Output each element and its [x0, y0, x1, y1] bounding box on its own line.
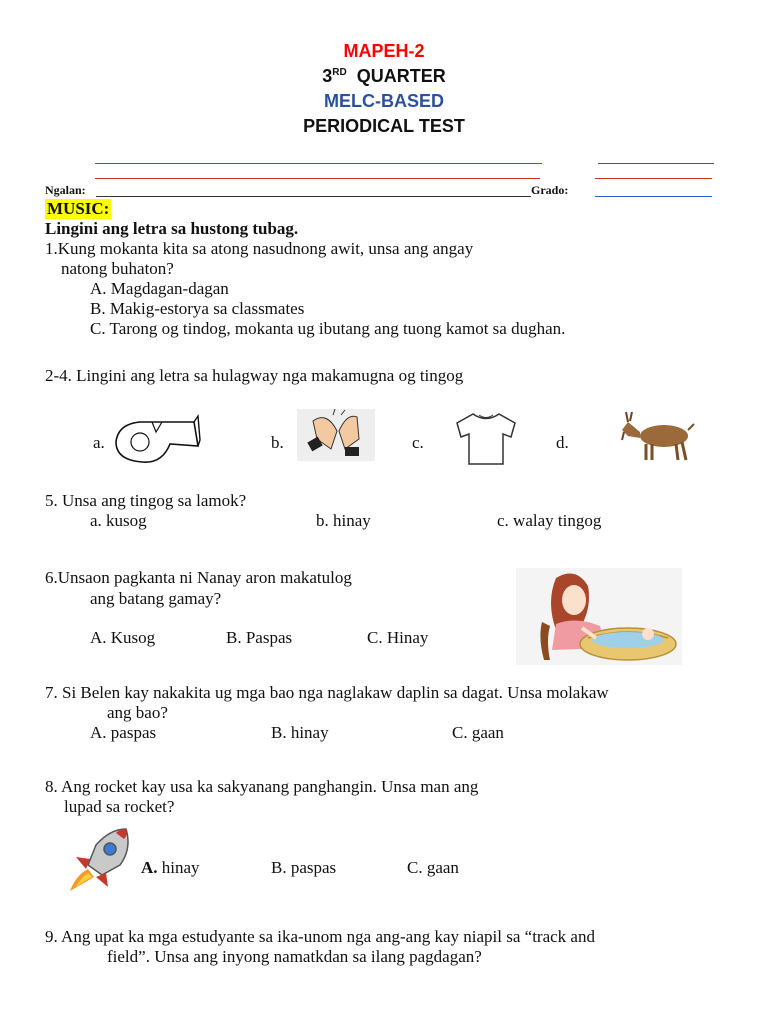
q7-stem-cont: ang bao? — [107, 703, 168, 722]
q7-option-b[interactable]: B. hinay — [271, 723, 329, 742]
q8-option-b[interactable]: B. paspas — [271, 858, 337, 877]
grade-field[interactable] — [595, 196, 712, 197]
q9-stem: 9. Ang upat ka mga estudyante sa ika-unom nga ang-ang kay niapil sa “track and — [45, 927, 595, 946]
q6-stem-cont: ang batang gamay? — [90, 589, 222, 608]
q8-option-a-text: hinay — [157, 858, 200, 877]
q7-stem: 7. Si Belen kay nakakita ug mga bao nga naglakaw daplin sa dagat. Unsa molakaw — [45, 683, 609, 702]
q1-stem-cont: natong buhaton? — [61, 259, 174, 278]
q5-stem: 5. Unsa ang tingog sa lamok? — [45, 491, 247, 510]
q2-option-a[interactable]: a. — [93, 433, 105, 452]
q8-stem-cont: lupad sa rocket? — [64, 797, 175, 816]
grade-label: Grado: — [531, 183, 569, 197]
q9-stem-cont: field”. Unsa ang inyong namatkdan sa ilang pagdagan? — [107, 947, 482, 966]
q7-option-c[interactable]: C. gaan — [452, 723, 504, 742]
q1-stem: 1.Kung mokanta kita sa atong nasudnong awit, unsa ang angay — [45, 239, 474, 258]
mother-cradle-icon — [516, 568, 682, 665]
q8-option-a[interactable] — [141, 858, 200, 878]
q6-option-a[interactable]: A. Kusog — [90, 628, 156, 647]
q2-stem: 2-4. Lingini ang letra sa hulagway nga makamugna og tingog — [45, 366, 464, 385]
q6-stem: 6.Unsaon pagkanta ni Nanay aron makatulog — [45, 568, 352, 587]
blank-line — [95, 178, 540, 179]
q6-option-c[interactable]: C. Hinay — [367, 628, 429, 647]
q6-option-b[interactable]: B. Paspas — [226, 628, 293, 647]
whistle-icon — [112, 410, 202, 466]
q8-option-a-letter: A. — [141, 858, 158, 877]
clapping-hands-icon — [297, 409, 375, 461]
section-music: MUSIC: — [47, 199, 110, 218]
q2-option-c[interactable]: c. — [412, 433, 424, 452]
rocket-icon — [66, 825, 134, 895]
tshirt-icon — [455, 411, 517, 467]
name-label: Ngalan: — [45, 183, 86, 197]
q1-option-c[interactable]: C. Tarong og tindog, mokanta ug ibutang ang tuong kamot sa dughan. — [90, 319, 566, 338]
blank-line — [598, 163, 714, 164]
instruction: Lingini ang letra sa hustong tubag. — [45, 219, 299, 238]
q8-stem: 8. Ang rocket kay usa ka sakyanang panghangin. Unsa man ang — [45, 777, 479, 796]
blank-line — [95, 163, 542, 164]
melc-title: MELC-BASED — [324, 91, 444, 111]
q5-option-b[interactable]: b. hinay — [316, 511, 371, 530]
goat-icon — [616, 408, 698, 464]
q2-option-b[interactable]: b. — [271, 433, 284, 452]
name-field[interactable] — [96, 196, 531, 197]
q8-option-c[interactable]: C. gaan — [407, 858, 459, 877]
q1-option-a[interactable]: A. Magdagan-dagan — [90, 279, 229, 298]
q2-option-d[interactable]: d. — [556, 433, 569, 452]
test-title: PERIODICAL TEST — [303, 116, 465, 136]
q5-option-c[interactable]: c. walay tingog — [497, 511, 602, 530]
quarter-number: 3 — [322, 66, 333, 86]
subject-title: MAPEH-2 — [343, 41, 425, 61]
q5-option-a[interactable]: a. kusog — [90, 511, 147, 530]
quarter-title — [0, 66, 768, 87]
q1-option-b[interactable]: B. Makig-estorya sa classmates — [90, 299, 305, 318]
quarter-superscript: RD — [332, 67, 347, 78]
q7-option-a[interactable]: A. paspas — [90, 723, 157, 742]
quarter-word: QUARTER — [356, 66, 446, 86]
blank-line — [595, 178, 712, 179]
